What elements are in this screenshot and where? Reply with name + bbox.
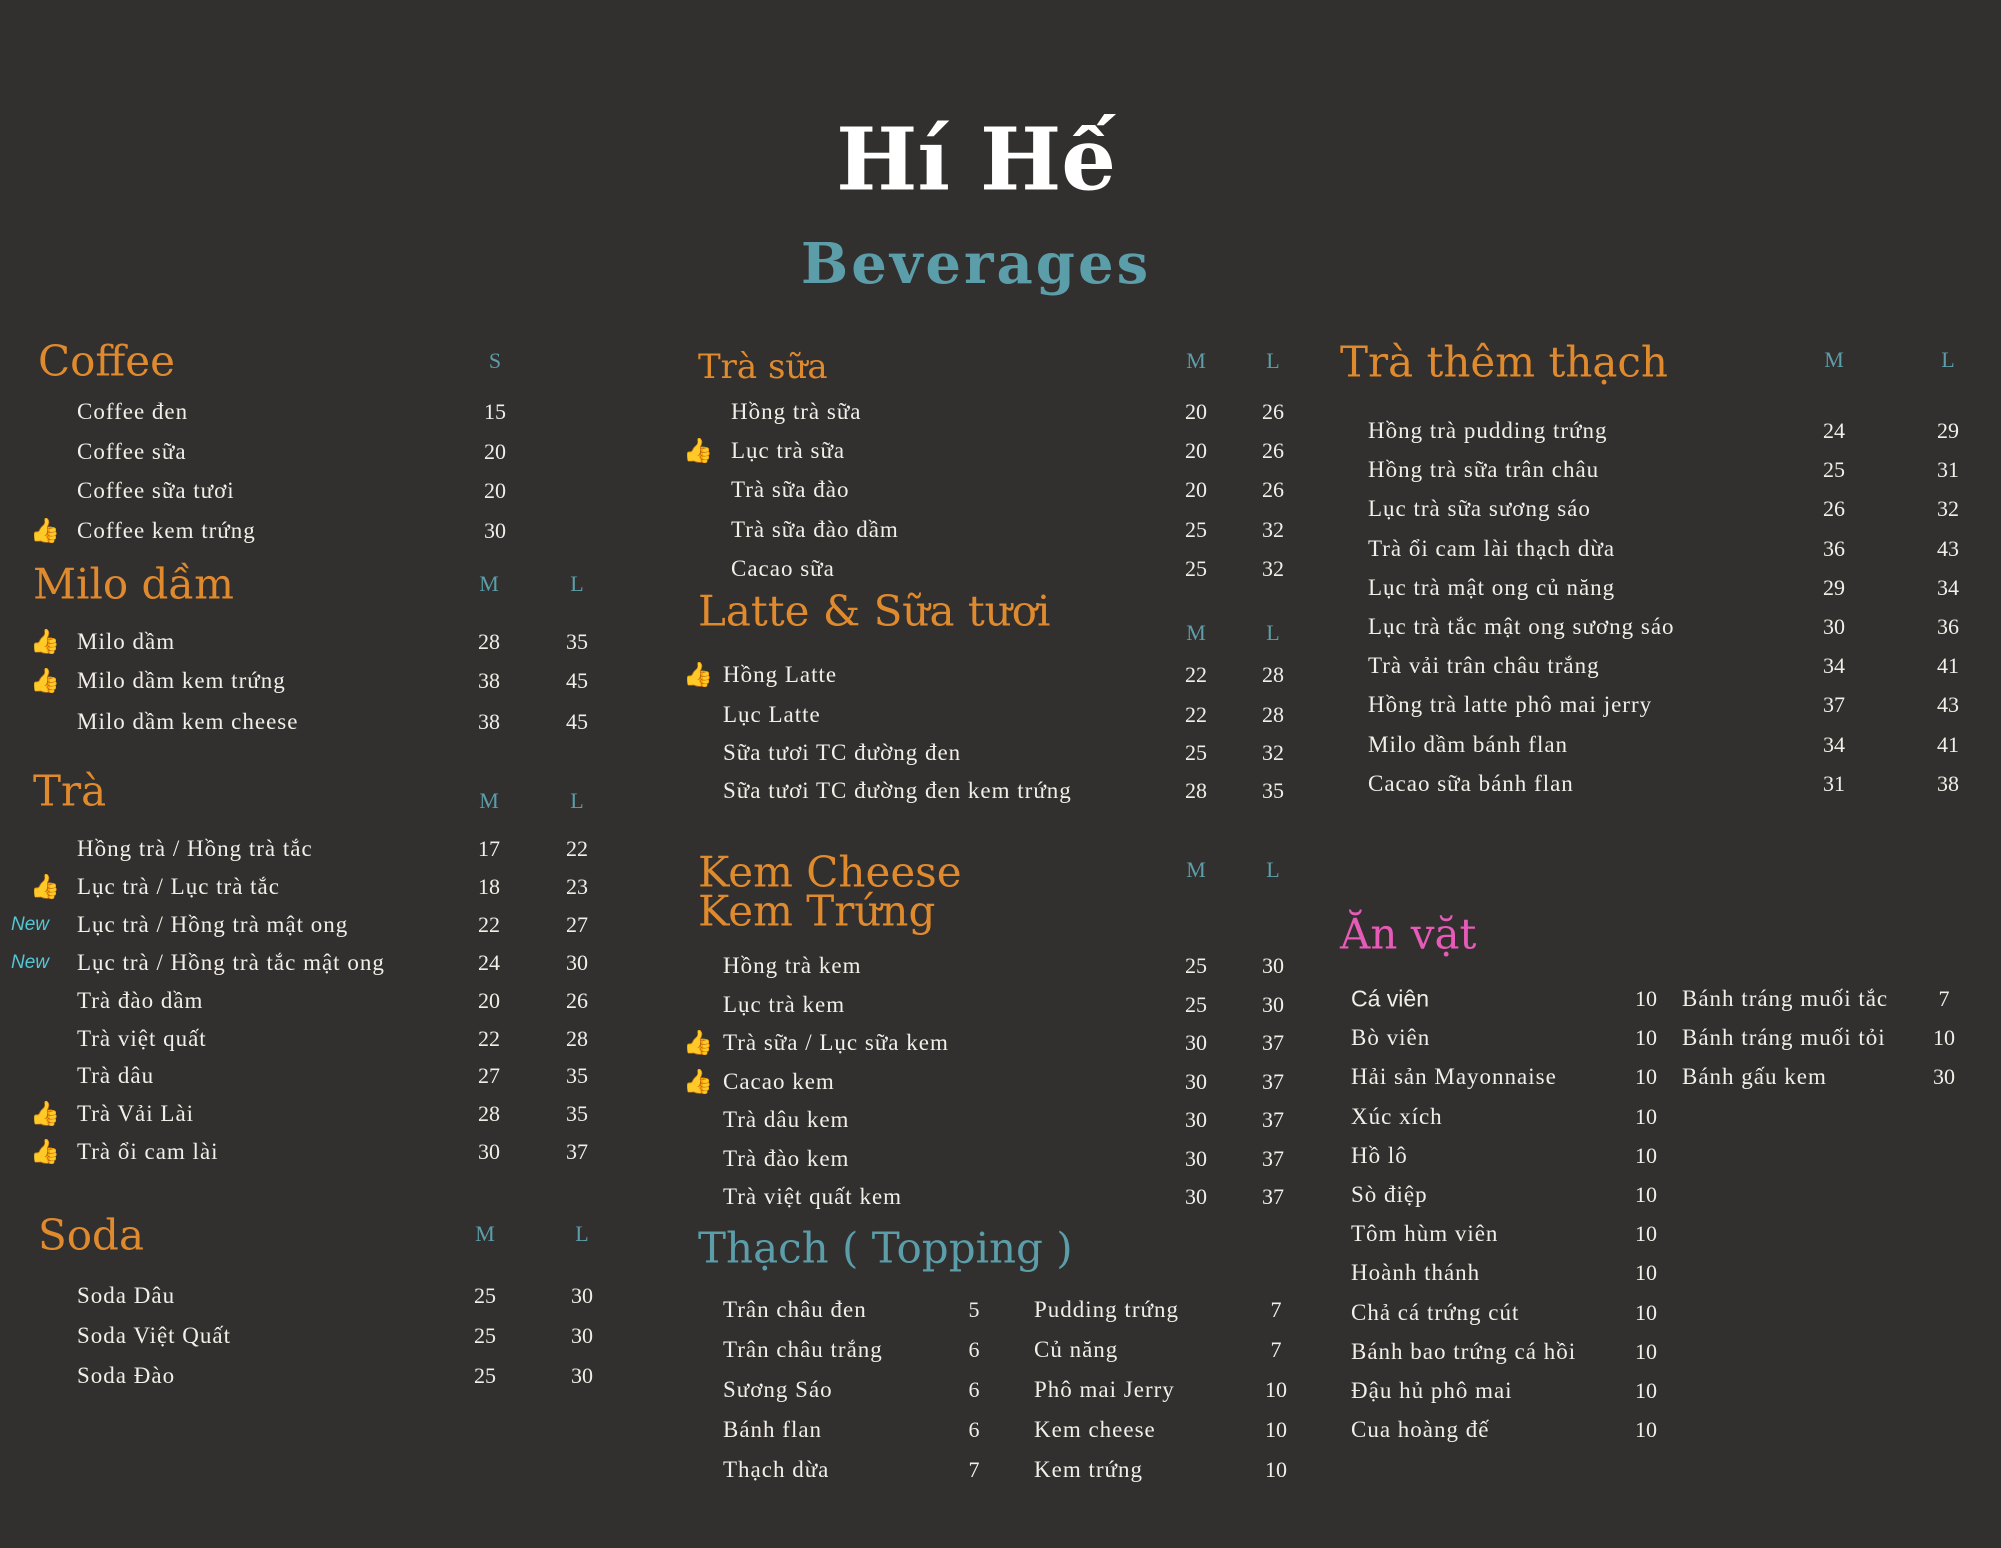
menu-item-price: 34 (1823, 653, 1845, 678)
menu-item-price: 20 (484, 439, 506, 464)
menu-item-price: 30 (1185, 1107, 1207, 1132)
menu-item-price: 32 (1262, 517, 1284, 542)
topping-price: 6 (968, 1377, 980, 1402)
menu-item-price: 37 (1262, 1146, 1284, 1171)
menu-item-price: 28 (566, 1026, 588, 1051)
thumbs-up-icon: 👍 (683, 1069, 713, 1096)
menu-item-price: 27 (566, 912, 588, 937)
thumbs-up-icon: 👍 (30, 668, 60, 695)
menu-item-price: 30 (566, 950, 588, 975)
snack-price: 10 (1635, 986, 1657, 1011)
menu-item-name: Coffee sữa (77, 439, 187, 464)
snack-price: 10 (1635, 1182, 1657, 1207)
menu-item-price: 26 (1262, 477, 1284, 502)
snack-price: 10 (1635, 1378, 1657, 1403)
snack-price: 10 (1635, 1260, 1657, 1285)
menu-item-name: Soda Đào (77, 1363, 176, 1388)
menu-item-price: 30 (1262, 992, 1284, 1017)
section-heading-thachtopping: Thạch ( Topping ) (698, 1223, 1073, 1273)
menu-item-name: Hồng trà sữa trân châu (1368, 457, 1600, 482)
menu-item-price: 38 (1937, 771, 1959, 796)
menu-item-name: Hồng trà kem (723, 953, 862, 978)
snack-price: 10 (1635, 1104, 1657, 1129)
topping-price: 10 (1265, 1417, 1287, 1442)
thumbs-up-icon: 👍 (30, 1101, 60, 1128)
size-header-l: L (1266, 857, 1280, 882)
snack-name: Tôm hùm viên (1351, 1221, 1499, 1246)
menu-item-price: 26 (1823, 496, 1845, 521)
menu-item-price: 22 (478, 1026, 500, 1051)
size-header-l: L (1266, 620, 1280, 645)
menu-item-name: Trà ổi cam lài thạch dừa (1368, 536, 1616, 561)
topping-name: Thạch dừa (723, 1457, 830, 1482)
menu-item-price: 18 (478, 874, 500, 899)
thumbs-up-icon: 👍 (683, 1030, 713, 1057)
menu-item-price: 35 (566, 1063, 588, 1088)
snack-price: 10 (1635, 1300, 1657, 1325)
section-heading-milo: Milo dầm (33, 559, 234, 609)
section-heading-anvat: Ăn vặt (1340, 909, 1477, 959)
restaurant-title: Hí Hế (836, 109, 1116, 211)
menu-item-price: 24 (1823, 418, 1845, 443)
menu-item-name: Lục trà kem (723, 992, 846, 1017)
menu-item-price: 17 (478, 836, 500, 861)
topping-name: Bánh flan (723, 1417, 823, 1442)
menu-item-price: 30 (1185, 1030, 1207, 1055)
menu-item-name: Cacao sữa bánh flan (1368, 771, 1574, 796)
menu-item-price: 30 (1262, 953, 1284, 978)
menu-item-price: 37 (566, 1139, 588, 1164)
menu-item-price: 36 (1823, 536, 1845, 561)
menu-item-price: 34 (1937, 575, 1959, 600)
menu-item-name: Hồng trà sữa (731, 399, 862, 424)
topping-price: 7 (968, 1457, 980, 1482)
menu-item-price: 22 (478, 912, 500, 937)
menu-item-price: 38 (478, 668, 500, 693)
menu-item-name: Sữa tươi TC đường đen (723, 740, 962, 765)
snack-name: Bánh tráng muối tắc (1682, 986, 1889, 1011)
menu-item-price: 25 (1185, 953, 1207, 978)
thumbs-up-icon: 👍 (30, 874, 60, 901)
snack-price: 10 (1635, 1064, 1657, 1089)
menu-item-price: 36 (1937, 614, 1959, 639)
menu-item-price: 25 (1185, 740, 1207, 765)
menu-item-price: 31 (1823, 771, 1845, 796)
section-heading-latte: Latte & Sữa tươi (698, 586, 1051, 636)
menu-item-name: Trà vải trân châu trắng (1368, 653, 1600, 678)
menu-item-price: 28 (1262, 662, 1284, 687)
menu-item-price: 20 (478, 988, 500, 1013)
snack-name: Chả cá trứng cút (1351, 1300, 1520, 1325)
snack-name: Hồ lô (1351, 1143, 1408, 1168)
menu-item-price: 43 (1937, 536, 1959, 561)
menu-item-name: Trà dâu kem (723, 1107, 850, 1132)
thumbs-up-icon: 👍 (30, 1139, 60, 1166)
snack-name: Bánh bao trứng cá hồi (1351, 1339, 1577, 1364)
menu-item-name: Trà sữa / Lục sữa kem (723, 1030, 949, 1055)
menu-item-name: Coffee đen (77, 399, 189, 424)
menu-item-name: Trà đào dầm (77, 988, 204, 1013)
menu-item-price: 25 (1185, 517, 1207, 542)
size-header-m: M (479, 571, 499, 596)
menu-subtitle: Beverages (800, 231, 1152, 297)
menu-item-name: Hồng trà pudding trứng (1368, 418, 1608, 443)
topping-name: Pudding trứng (1034, 1297, 1179, 1322)
menu-item-name: Trà đào kem (723, 1146, 850, 1171)
menu-item-price: 30 (1823, 614, 1845, 639)
topping-price: 10 (1265, 1457, 1287, 1482)
menu-item-price: 32 (1262, 740, 1284, 765)
menu-item-price: 28 (1262, 702, 1284, 727)
snack-price: 10 (1635, 1417, 1657, 1442)
menu-item-name: Coffee kem trứng (77, 518, 256, 543)
menu-item-name: Soda Dâu (77, 1283, 176, 1308)
menu-item-price: 37 (1262, 1030, 1284, 1055)
size-header-m: M (479, 788, 499, 813)
menu-item-name: Trà dâu (77, 1063, 155, 1088)
snack-name: Hoành thánh (1351, 1260, 1481, 1285)
menu-item-price: 45 (566, 668, 588, 693)
menu-item-name: Lục trà mật ong củ năng (1368, 575, 1616, 600)
menu-item-price: 30 (484, 518, 506, 543)
menu-item-price: 15 (484, 399, 506, 424)
size-header-m: M (1186, 348, 1206, 373)
menu-item-price: 27 (478, 1063, 500, 1088)
menu-item-price: 22 (1185, 702, 1207, 727)
thumbs-up-icon: 👍 (683, 438, 713, 465)
menu-item-price: 30 (571, 1283, 593, 1308)
menu-item-price: 30 (478, 1139, 500, 1164)
topping-name: Sương Sáo (723, 1377, 833, 1402)
thumbs-up-icon: 👍 (30, 629, 60, 656)
snack-name: Cá viên (1351, 985, 1429, 1012)
menu-item-price: 45 (566, 709, 588, 734)
topping-name: Kem cheese (1034, 1417, 1156, 1442)
section-heading-trasua: Trà sữa (698, 347, 828, 387)
menu-item-name: Hồng trà / Hồng trà tắc (77, 836, 313, 861)
menu-item-price: 24 (478, 950, 500, 975)
menu-item-name: Milo dầm (77, 629, 176, 654)
menu-item-name: Hồng trà latte phô mai jerry (1368, 692, 1653, 717)
snack-name: Bò viên (1351, 1025, 1431, 1050)
menu-item-name: Trà việt quất kem (723, 1184, 903, 1209)
section-heading-soda: Soda (38, 1210, 144, 1260)
menu-item-price: 37 (1262, 1184, 1284, 1209)
snack-price: 10 (1635, 1025, 1657, 1050)
menu-item-price: 25 (1823, 457, 1845, 482)
menu-item-name: Lục trà sữa (731, 438, 846, 463)
menu-item-name: Milo dầm kem trứng (77, 668, 286, 693)
menu-item-price: 28 (478, 1101, 500, 1126)
menu-item-name: Lục trà / Hồng trà mật ong (77, 912, 349, 937)
menu-item-price: 26 (1262, 438, 1284, 463)
menu-item-price: 37 (1262, 1107, 1284, 1132)
menu-item-price: 22 (1185, 662, 1207, 687)
snack-name: Bánh gấu kem (1682, 1064, 1827, 1089)
menu-item-price: 23 (566, 874, 588, 899)
menu-item-price: 29 (1823, 575, 1845, 600)
menu-item-price: 30 (571, 1363, 593, 1388)
menu-item-price: 35 (1262, 778, 1284, 803)
snack-price: 30 (1933, 1064, 1955, 1089)
snack-name: Cua hoàng đế (1351, 1417, 1490, 1442)
menu-item-price: 20 (1185, 477, 1207, 502)
menu-item-price: 26 (1262, 399, 1284, 424)
topping-name: Củ năng (1034, 1337, 1119, 1362)
menu-item-price: 25 (474, 1363, 496, 1388)
menu-item-name: Lục trà / Hồng trà tắc mật ong (77, 950, 385, 975)
topping-name: Trân châu đen (723, 1297, 867, 1322)
menu-item-price: 35 (566, 629, 588, 654)
menu-item-price: 22 (566, 836, 588, 861)
menu-item-price: 37 (1262, 1069, 1284, 1094)
menu-item-price: 28 (1185, 778, 1207, 803)
menu-item-price: 25 (1185, 556, 1207, 581)
menu-item-price: 34 (1823, 732, 1845, 757)
section-heading-trathach: Trà thêm thạch (1340, 337, 1668, 387)
topping-price: 10 (1265, 1377, 1287, 1402)
snack-price: 10 (1635, 1143, 1657, 1168)
size-header-l: L (1941, 347, 1955, 372)
new-badge: New (10, 952, 49, 973)
thumbs-up-icon: 👍 (30, 518, 60, 545)
menu-item-price: 35 (566, 1101, 588, 1126)
section-heading-kem: Kem Cheese (698, 847, 962, 897)
snack-price: 10 (1933, 1025, 1955, 1050)
topping-price: 6 (968, 1417, 980, 1442)
menu-item-price: 26 (566, 988, 588, 1013)
menu-item-price: 25 (1185, 992, 1207, 1017)
topping-price: 5 (968, 1297, 980, 1322)
menu-item-price: 30 (571, 1323, 593, 1348)
snack-name: Đậu hủ phô mai (1351, 1378, 1513, 1403)
menu-item-name: Lục trà tắc mật ong sương sáo (1368, 614, 1675, 639)
menu-item-price: 41 (1937, 732, 1959, 757)
section-heading-tra: Trà (33, 766, 107, 816)
topping-price: 7 (1270, 1337, 1282, 1362)
menu-item-price: 20 (1185, 438, 1207, 463)
menu-item-price: 25 (474, 1323, 496, 1348)
size-header-l: L (570, 571, 584, 596)
size-header-l: L (575, 1221, 589, 1246)
menu-item-name: Trà việt quất (77, 1026, 207, 1051)
size-header-l: L (1266, 348, 1280, 373)
menu-item-name: Cacao kem (723, 1069, 835, 1094)
snack-price: 7 (1938, 986, 1950, 1011)
topping-name: Kem trứng (1034, 1457, 1143, 1482)
topping-name: Trân châu trắng (723, 1337, 883, 1362)
menu-item-price: 30 (1185, 1069, 1207, 1094)
menu-item-price: 38 (478, 709, 500, 734)
menu-item-name: Trà sữa đào dầm (731, 517, 899, 542)
menu-item-name: Lục Latte (723, 702, 821, 727)
menu-item-name: Trà Vải Lài (77, 1101, 195, 1126)
size-header-m: M (475, 1221, 495, 1246)
snack-name: Xúc xích (1351, 1104, 1443, 1129)
snack-price: 10 (1635, 1221, 1657, 1246)
thumbs-up-icon: 👍 (683, 662, 713, 689)
size-header-s: S (488, 348, 502, 373)
menu-item-name: Hồng Latte (723, 662, 838, 687)
menu-item-name: Lục trà sữa sương sáo (1368, 496, 1591, 521)
size-header-m: M (1186, 620, 1206, 645)
size-header-m: M (1824, 347, 1844, 372)
size-header-m: M (1186, 857, 1206, 882)
menu-item-price: 32 (1262, 556, 1284, 581)
menu-item-price: 43 (1937, 692, 1959, 717)
menu-item-name: Sữa tươi TC đường đen kem trứng (723, 778, 1072, 803)
menu-item-price: 37 (1823, 692, 1845, 717)
menu-item-name: Trà ổi cam lài (77, 1139, 219, 1164)
menu-item-price: 29 (1937, 418, 1959, 443)
menu-item-price: 31 (1937, 457, 1959, 482)
topping-price: 6 (968, 1337, 980, 1362)
menu-item-name: Cacao sữa (731, 556, 835, 581)
section-heading-kem-line2: Kem Trứng (698, 886, 936, 936)
menu-item-price: 32 (1937, 496, 1959, 521)
topping-price: 7 (1270, 1297, 1282, 1322)
new-badge: New (10, 914, 49, 935)
snack-price: 10 (1635, 1339, 1657, 1364)
menu-item-name: Coffee sữa tươi (77, 478, 235, 503)
menu-item-price: 20 (1185, 399, 1207, 424)
menu-item-price: 41 (1937, 653, 1959, 678)
size-header-l: L (570, 788, 584, 813)
menu-item-name: Milo dầm bánh flan (1368, 732, 1569, 757)
menu-item-price: 28 (478, 629, 500, 654)
snack-name: Sò điệp (1351, 1182, 1428, 1207)
menu-item-price: 30 (1185, 1146, 1207, 1171)
menu-item-name: Trà sữa đào (731, 477, 850, 502)
topping-name: Phô mai Jerry (1034, 1377, 1175, 1402)
snack-name: Hải sản Mayonnaise (1351, 1064, 1557, 1089)
menu-item-name: Milo dầm kem cheese (77, 709, 299, 734)
menu-item-name: Lục trà / Lục trà tắc (77, 874, 280, 899)
menu-item-price: 20 (484, 478, 506, 503)
menu-item-price: 30 (1185, 1184, 1207, 1209)
snack-name: Bánh tráng muối tỏi (1682, 1025, 1886, 1050)
menu-item-name: Soda Việt Quất (77, 1323, 232, 1348)
section-heading-coffee: Coffee (38, 336, 175, 386)
menu-item-price: 25 (474, 1283, 496, 1308)
